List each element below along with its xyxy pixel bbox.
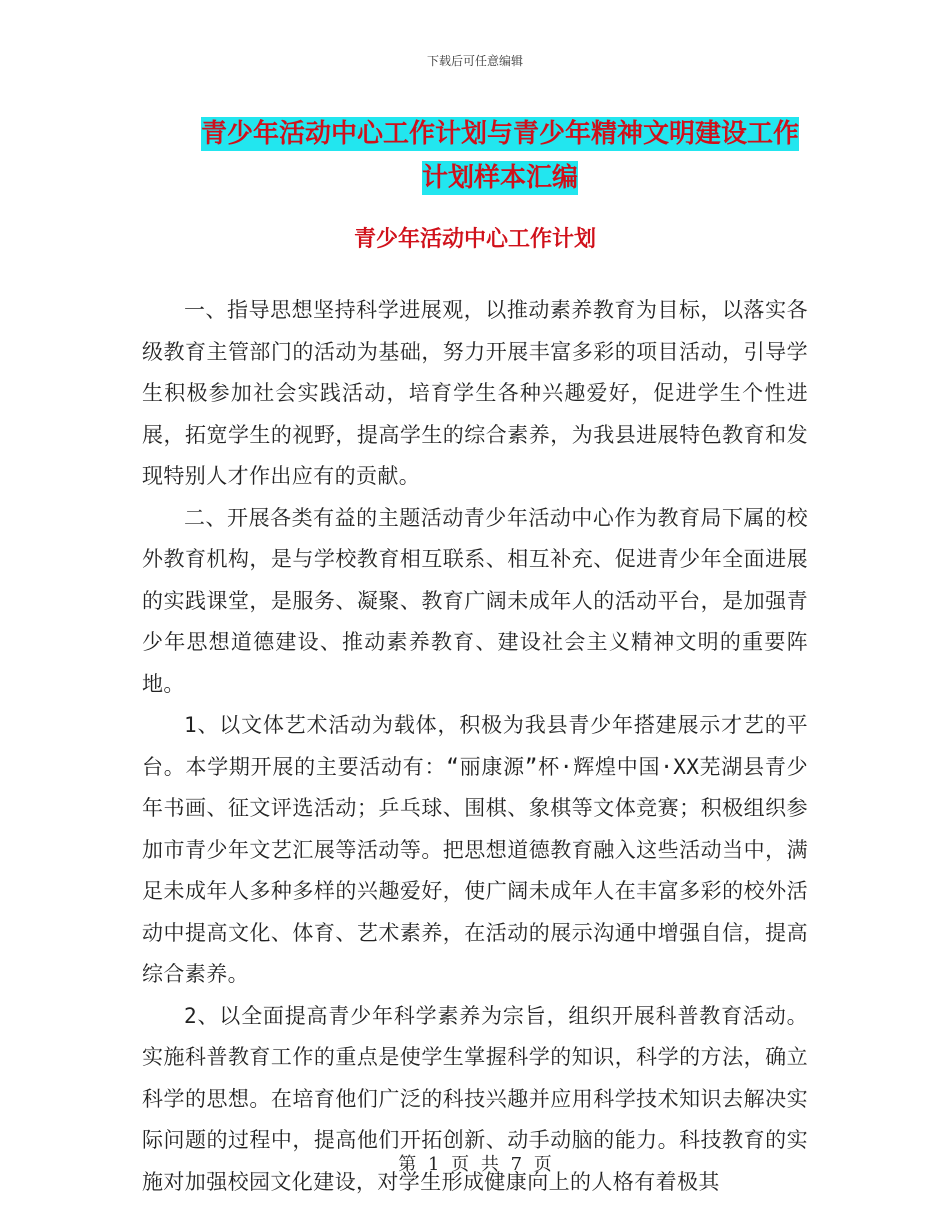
paragraph-arts-activities: 1、以文体艺术活动为载体，积极为我县青少年搭建展示才艺的平台。本学期开展的主要活动有：“丽康源”杯·辉煌中国·XX芜湖县青少年书画、征文评选活动；乒乓球、围棋、象棋等文体竞赛；积极组织参加市青少年文艺汇展等活动等。把思想道德教育融入这些活动当中，满足未成年人多种多样的兴趣爱好，使广阔未成年人在丰富多彩的校外活动中提高文化、体育、艺术素养，在活动的展示沟通中增强自信，提高综合素养。: [142, 713, 808, 986]
document-body: [142, 290, 808, 1203]
section-title: 青少年活动中心工作计划: [353, 226, 596, 252]
page-number: 第 1 页 共 7 页: [398, 1154, 552, 1175]
document-title-line-1: 青少年活动中心工作计划与青少年精神文明建设工作: [200, 119, 799, 149]
paragraph-theme-activities: 二、开展各类有益的主题活动青少年活动中心作为教育局下属的校外教育机构，是与学校教育相互联系、相互补充、促进青少年全面进展的实践课堂，是服务、凝聚、教育广阔未成年人的活动平台，是加强青少年思想道德建设、推动素养教育、建设社会主义精神文明的重要阵地。: [142, 505, 808, 696]
document-title-line-2: 计划样本汇编: [421, 163, 578, 193]
page-header-note: 下载后可任意编辑: [426, 54, 523, 68]
document-title: [120, 112, 880, 200]
paragraph-science-education: 2、以全面提高青少年科学素养为宗旨，组织开展科普教育活动。实施科普教育工作的重点是使学生掌握科学的知识，科学的方法，确立科学的思想。在培育他们广泛的科技兴趣并应用科学技术知识去解决实际问题的过程中，提高他们开拓创新、动手动脑的能力。科技教育的实施对加强校园文化建设，对学生形成健康向上的人格有着极其: [142, 1003, 808, 1194]
paragraph-guiding-ideology: 一、指导思想坚持科学进展观，以推动素养教育为目标，以落实各级教育主管部门的活动为基础，努力开展丰富多彩的项目活动，引导学生积极参加社会实践活动，培育学生各种兴趣爱好，促进学生个性进展，拓宽学生的视野，提高学生的综合素养，为我县进展特色教育和发现特别人才作出应有的贡献。: [142, 298, 808, 488]
